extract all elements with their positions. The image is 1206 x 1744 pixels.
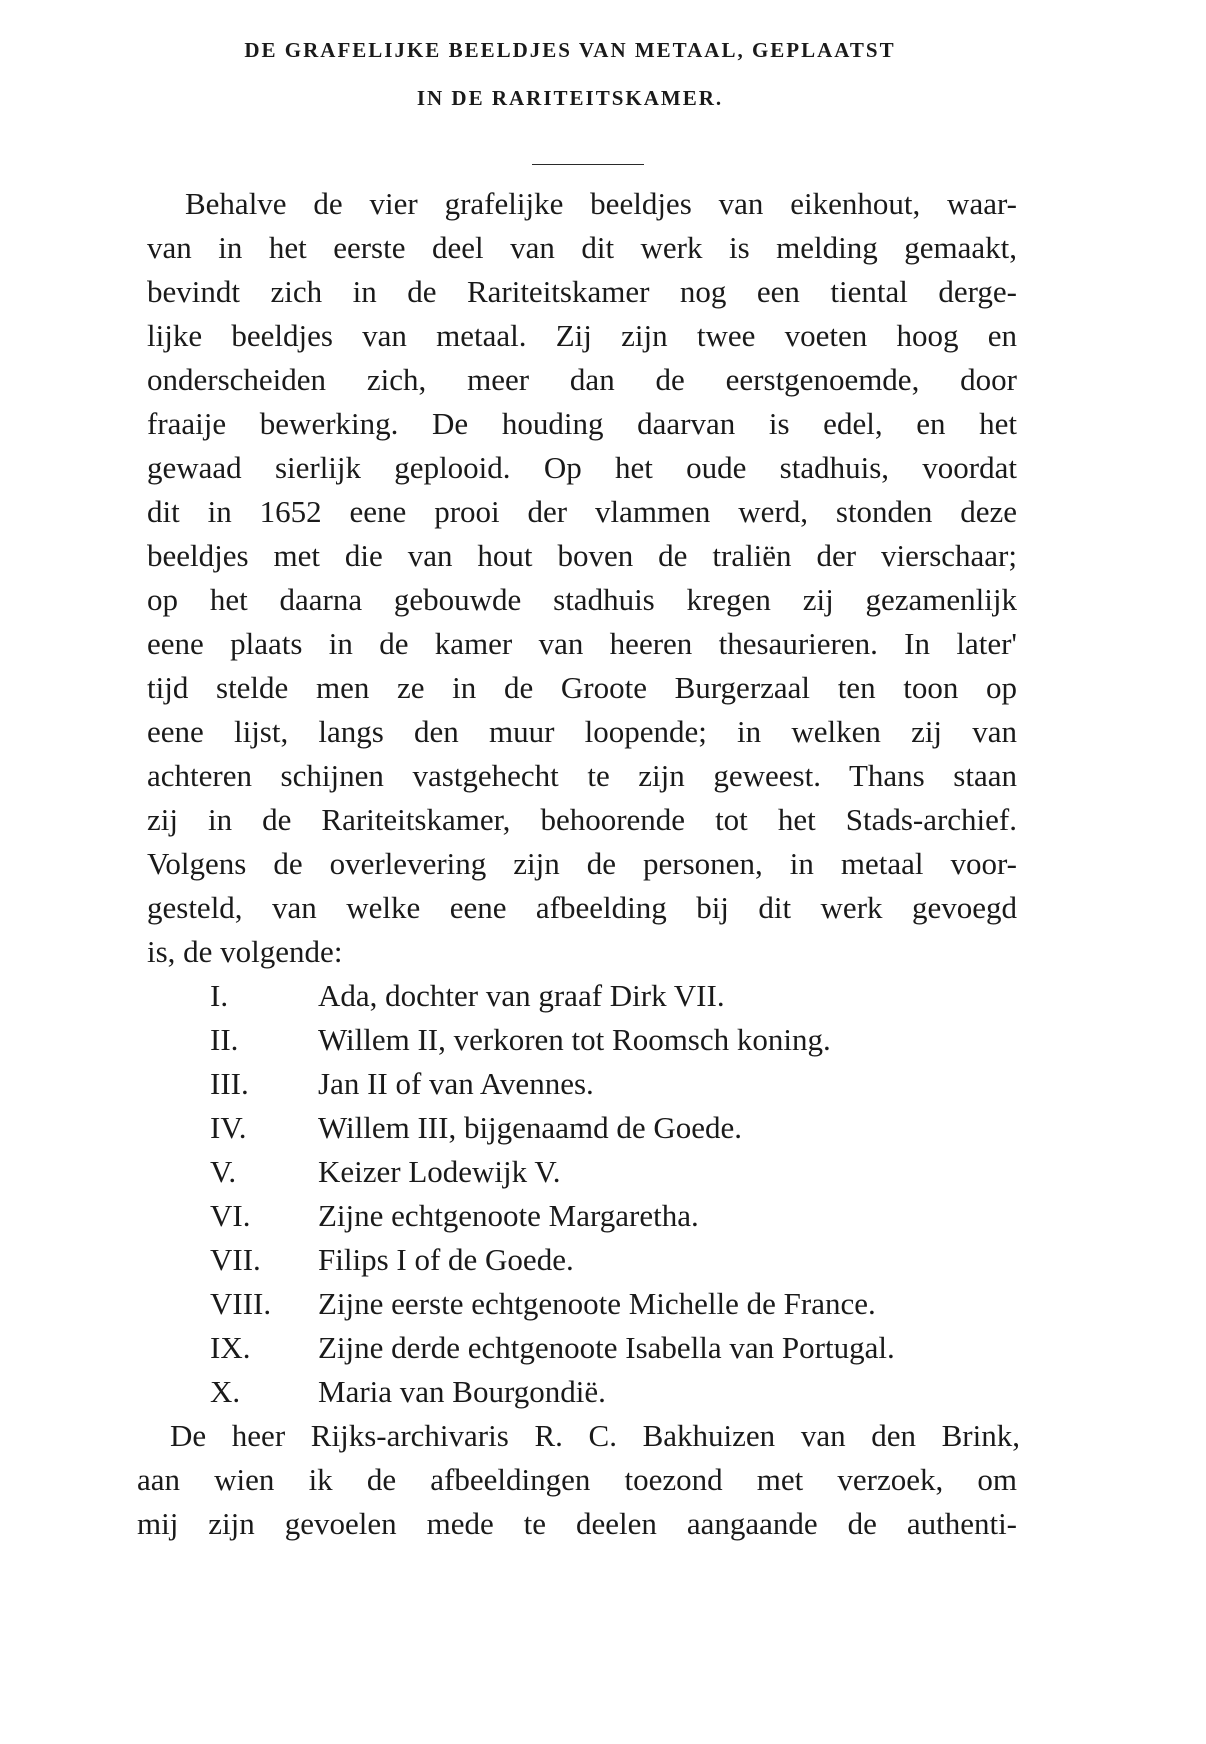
- paragraph-line: op het daarna gebouwde stadhuis kregen zij gezamenlijk: [147, 582, 1017, 617]
- list-item: [210, 1016, 1020, 1064]
- paragraph-line: Behalve de vier grafelijke beeldjes van eikenhout, waar-: [185, 186, 1017, 221]
- list-item-text: Willem III, bijgenaamd de Goede.: [318, 1110, 742, 1145]
- list-item: [210, 1148, 1020, 1196]
- list-item-text: Filips I of de Goede.: [318, 1242, 574, 1277]
- list-item-number: I.: [210, 978, 229, 1013]
- list-item: [210, 1104, 1020, 1152]
- list-item-number: V.: [210, 1154, 237, 1189]
- list-item-number: II.: [210, 1022, 239, 1057]
- paragraph-line: aan wien ik de afbeeldingen toezond met verzoek, om: [137, 1462, 1017, 1497]
- list-item-number: IV.: [210, 1110, 247, 1145]
- paragraph-line: mij zijn gevoelen mede te deelen aangaande de authenti-: [137, 1506, 1017, 1541]
- list-item: [210, 1368, 1020, 1416]
- list-item-number: IX.: [210, 1330, 251, 1365]
- list-item-number: VII.: [210, 1242, 261, 1277]
- list-item-number: X.: [210, 1374, 241, 1409]
- list-item-text: Maria van Bourgondië.: [318, 1374, 606, 1409]
- paragraph-line: tijd stelde men ze in de Groote Burgerzaal ten toon op: [147, 670, 1017, 705]
- paragraph-line: achteren schijnen vastgehecht te zijn geweest. Thans staan: [147, 758, 1017, 793]
- list-item: [210, 1324, 1020, 1372]
- list-item-number: VIII.: [210, 1286, 272, 1321]
- list-item-text: Zijne eerste echtgenoote Michelle de France.: [318, 1286, 876, 1321]
- paragraph-line: bevindt zich in de Rariteitskamer nog een tiental derge-: [147, 274, 1017, 309]
- list-item-text: Ada, dochter van graaf Dirk VII.: [318, 978, 725, 1013]
- paragraph-line: eene lijst, langs den muur loopende; in welken zij van: [147, 714, 1017, 749]
- list-item-text: Zijne echtgenoote Margaretha.: [318, 1198, 699, 1233]
- paragraph-line: lijke beeldjes van metaal. Zij zijn twee voeten hoog en: [147, 318, 1017, 353]
- paragraph-line: gewaad sierlijk geplooid. Op het oude stadhuis, voordat: [147, 450, 1017, 485]
- title-divider: [532, 164, 644, 165]
- paragraph-line: gesteld, van welke eene afbeelding bij dit werk gevoegd: [147, 890, 1017, 925]
- chapter-title-line-2: IN DE RARITEITSKAMER.: [416, 86, 724, 110]
- list-item-text: Zijne derde echtgenoote Isabella van Portugal.: [318, 1330, 895, 1365]
- list-item: [210, 972, 1020, 1020]
- paragraph-line: Volgens de overlevering zijn de personen, in metaal voor-: [147, 846, 1017, 881]
- list-item: [210, 1192, 1020, 1240]
- paragraph-line: fraaije bewerking. De houding daarvan is edel, en het: [147, 406, 1017, 441]
- paragraph-line: is, de volgende:: [147, 934, 343, 969]
- paragraph-line: zij in de Rariteitskamer, behoorende tot het Stads-archief.: [147, 802, 1017, 837]
- chapter-title-line-1: DE GRAFELIJKE BEELDJES VAN METAAL, GEPLAATST: [244, 38, 896, 62]
- list-item-text: Keizer Lodewijk V.: [318, 1154, 561, 1189]
- paragraph-line: van in het eerste deel van dit werk is melding gemaakt,: [147, 230, 1017, 265]
- paragraph-line: dit in 1652 eene prooi der vlammen werd, stonden deze: [147, 494, 1017, 529]
- paragraph-line: eene plaats in de kamer van heeren thesaurieren. In later': [147, 626, 1017, 661]
- list-item-number: III.: [210, 1066, 249, 1101]
- list-item: [210, 1060, 1020, 1108]
- list-item: [210, 1236, 1020, 1284]
- list-item-number: VI.: [210, 1198, 251, 1233]
- paragraph-line: onderscheiden zich, meer dan de eerstgenoemde, door: [147, 362, 1017, 397]
- paragraph-line: De heer Rijks-archivaris R. C. Bakhuizen van den Brink,: [170, 1418, 1020, 1453]
- list-item-text: Jan II of van Avennes.: [318, 1066, 594, 1101]
- paragraph-line: beeldjes met die van hout boven de traliën der vierschaar;: [147, 538, 1017, 573]
- list-item: [210, 1280, 1020, 1328]
- list-item-text: Willem II, verkoren tot Roomsch koning.: [318, 1022, 831, 1057]
